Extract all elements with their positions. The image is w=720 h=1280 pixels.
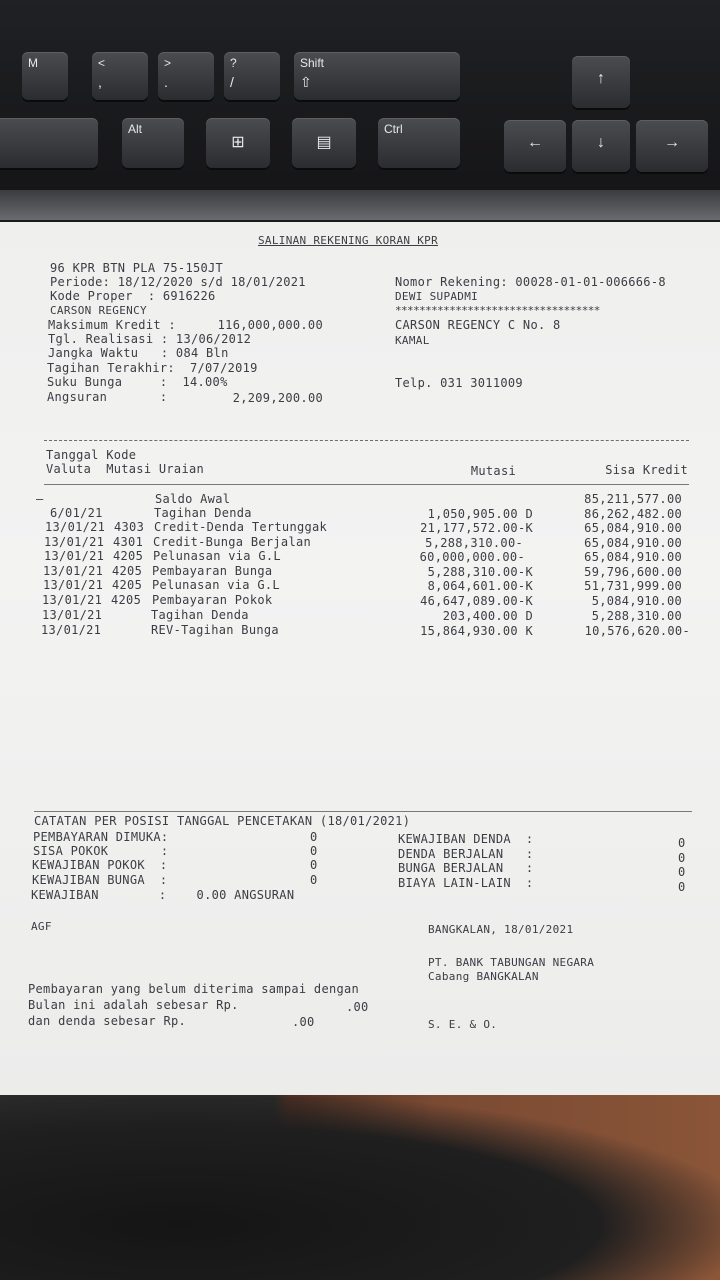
desk-shadow [0,1097,720,1280]
kewajiban-line: KEWAJIBAN : 0.00 ANGSURAN [31,888,295,902]
row-code: 4205 [111,593,142,607]
branch-name: Cabang BANGKALAN [428,970,539,983]
row-sisa: 65,084,910.00 [584,536,682,550]
row-code: 4205 [112,564,143,578]
row-code: 4301 [113,535,144,549]
place-date: BANGKALAN, 18/01/2021 [428,923,574,936]
key-m[interactable] [22,52,68,100]
catatan-title: CATATAN PER POSISI TANGGAL PENCETAKAN (18/01/2021) [34,814,411,828]
project-name-line: CARSON REGENCY [50,304,147,317]
arrow-right-icon: → [664,134,680,151]
catatan-label: KEWAJIBAN POKOK : [32,858,168,872]
row-date: 13/01/21 [45,520,106,534]
row-sisa: 85,211,577.00 [584,492,682,506]
row-date: 13/01/21 [42,608,103,622]
shift-arrow-icon: ⇧ [300,74,312,90]
row-mutasi: 8,064,601.00-K [427,579,533,593]
key-arrow-up[interactable] [572,56,630,108]
key-alt[interactable] [122,118,184,168]
arrow-up-icon: ↑ [597,70,605,87]
row-mutasi: 46,647,089.00-K [420,594,533,608]
maksimum-kredit-value: 116,000,000.00 [217,318,323,332]
catatan-value: 0 [310,844,318,858]
key-shift-label: Shift [300,56,325,70]
row-date: 13/01/21 [44,549,105,563]
row-sisa: 5,288,310.00 [591,609,682,623]
row-desc: REV-Tagihan Bunga [151,623,279,637]
row-code: 4205 [112,578,143,592]
key-space-edge[interactable] [0,118,98,168]
menu-icon: ▤ [316,134,332,151]
catatan-value: 0 [678,836,686,850]
row-mutasi: 5,288,310.00-K [427,565,533,579]
row-desc: Tagihan Denda [154,506,252,520]
catatan-label: BUNGA BERJALAN : [398,861,534,875]
bank-statement-paper [0,222,720,1097]
row-desc: Tagihan Denda [151,608,249,622]
key-slash[interactable] [224,52,280,100]
row-sisa: 86,262,482.00 [584,507,682,521]
key-arrow-down[interactable] [572,120,630,172]
windows-icon: ⊞ [231,134,245,151]
catatan-label: PEMBAYARAN DIMUKA: [33,830,169,844]
row-date: 13/01/21 [44,535,105,549]
note-line-3: dan denda sebesar Rp. [28,1014,187,1028]
row-desc: Saldo Awal [155,492,231,506]
row-desc: Pembayaran Bunga [152,564,273,578]
row-sisa: 65,084,910.00 [584,550,682,564]
key-comma-label: < [98,56,106,70]
catatan-label: SISA POKOK : [33,844,169,858]
row-sisa: 51,731,999.00 [584,579,682,593]
tgl-realisasi-line: Tgl. Realisasi : 13/06/2012 [48,332,252,346]
catatan-label: KEWAJIBAN DENDA : [398,832,534,846]
product-line: 96 KPR BTN PLA 75-150JT [50,261,224,275]
catatan-value: 0 [678,865,686,879]
key-ctrl[interactable] [378,118,460,168]
key-slash-sub: / [230,74,234,90]
row-mutasi: 5,288,310.00- [425,536,523,550]
key-windows[interactable] [206,118,270,168]
suku-bunga-line: Suku Bunga : 14.00% [47,375,228,389]
row-sisa: 10,576,620.00- [584,624,690,638]
note-line-2-value: .00 [346,1000,369,1014]
bank-name: PT. BANK TABUNGAN NEGARA [428,956,595,969]
note-line-2: Bulan ini adalah sebesar Rp. [28,998,239,1012]
row-mutasi: 60,000,000.00- [419,550,525,564]
catatan-value: 0 [310,858,318,872]
key-period-sub: . [164,74,168,90]
tagihan-terakhir-line: Tagihan Terakhir: 7/07/2019 [47,361,258,375]
header-mutasi: Mutasi [470,464,516,478]
keyboard-frame [0,190,720,220]
note-line-3-value: .00 [292,1015,315,1029]
header-tanggal-kode: Tanggal Kode [46,448,137,462]
star-separator: ********************************** [395,304,600,317]
agf-code: AGF [31,920,52,933]
row-desc: Pelunasan via G.L [153,549,281,563]
key-comma-sub: , [98,74,102,90]
row-code: 4303 [114,520,145,534]
account-holder-name: DEWI SUPADMI [395,290,479,303]
arrow-left-icon: ← [527,134,543,151]
row-sisa: 59,796,600.00 [584,565,682,579]
phone-line: Telp. 031 3011009 [395,376,523,390]
row-desc: Pelunasan via G.L [152,578,280,592]
note-line-1: Pembayaran yang belum diterima sampai dengan [28,982,360,996]
row-mutasi: 21,177,572.00-K [420,521,533,535]
key-m-label: M [28,56,38,70]
divider-top [44,440,689,441]
catatan-value: 0 [310,873,318,887]
catatan-label: KEWAJIBAN BUNGA : [32,873,168,887]
row-date: 13/01/21 [41,623,102,637]
key-alt-label: Alt [128,122,143,136]
row-desc: Credit-Bunga Berjalan [153,535,312,549]
row-marker: – [36,492,44,506]
catatan-value: 0 [678,880,686,894]
row-mutasi: 203,400.00 D [442,609,533,623]
row-date: 6/01/21 [50,506,103,520]
row-mutasi: 15,864,930.00 K [420,624,533,638]
key-slash-label: ? [230,56,237,70]
row-date: 13/01/21 [42,593,103,607]
address-line-2: KAMAL [395,334,430,347]
period-line: Periode: 18/12/2020 s/d 18/01/2021 [50,275,306,289]
catatan-label: DENDA BERJALAN : [398,847,534,861]
divider-header [44,484,689,485]
key-arrow-right[interactable] [636,120,708,172]
key-arrow-left[interactable] [504,120,566,172]
row-desc: Credit-Denda Tertunggak [154,520,328,534]
catatan-value: 0 [310,830,318,844]
header-valuta-mutasi-uraian: Valuta Mutasi Uraian [46,462,205,476]
keyboard [0,0,720,215]
statement-title: SALINAN REKENING KORAN KPR [258,234,438,247]
catatan-value: 0 [678,851,686,865]
key-period-label: > [164,56,172,70]
address-line-1: CARSON REGENCY C No. 8 [395,318,561,332]
row-date: 13/01/21 [43,564,104,578]
key-ctrl-label: Ctrl [384,122,403,136]
jangka-waktu-line: Jangka Waktu : 084 Bln [48,346,229,360]
divider-catatan [34,811,692,812]
row-date: 13/01/21 [43,578,104,592]
kode-proper-line: Kode Proper : 6916226 [50,289,216,303]
angsuran-label: Angsuran : [47,390,168,404]
maksimum-kredit-label: Maksimum Kredit : [48,318,176,332]
account-number: Nomor Rekening: 00028-01-01-006666-8 [395,275,666,289]
key-menu[interactable] [292,118,356,168]
catatan-label: BIAYA LAIN-LAIN : [398,876,534,890]
angsuran-value: 2,209,200.00 [232,391,323,405]
header-sisa-kredit: Sisa Kredit [605,463,688,477]
row-mutasi: 1,050,905.00 D [427,507,533,521]
key-comma[interactable] [92,52,148,100]
key-period[interactable] [158,52,214,100]
row-sisa: 65,084,910.00 [584,521,682,535]
row-sisa: 5,084,910.00 [591,594,682,608]
row-desc: Pembayaran Pokok [152,593,273,607]
seo-mark: S. E. & O. [428,1018,498,1031]
key-shift[interactable] [294,52,460,100]
arrow-down-icon: ↓ [597,134,605,151]
row-code: 4205 [113,549,144,563]
